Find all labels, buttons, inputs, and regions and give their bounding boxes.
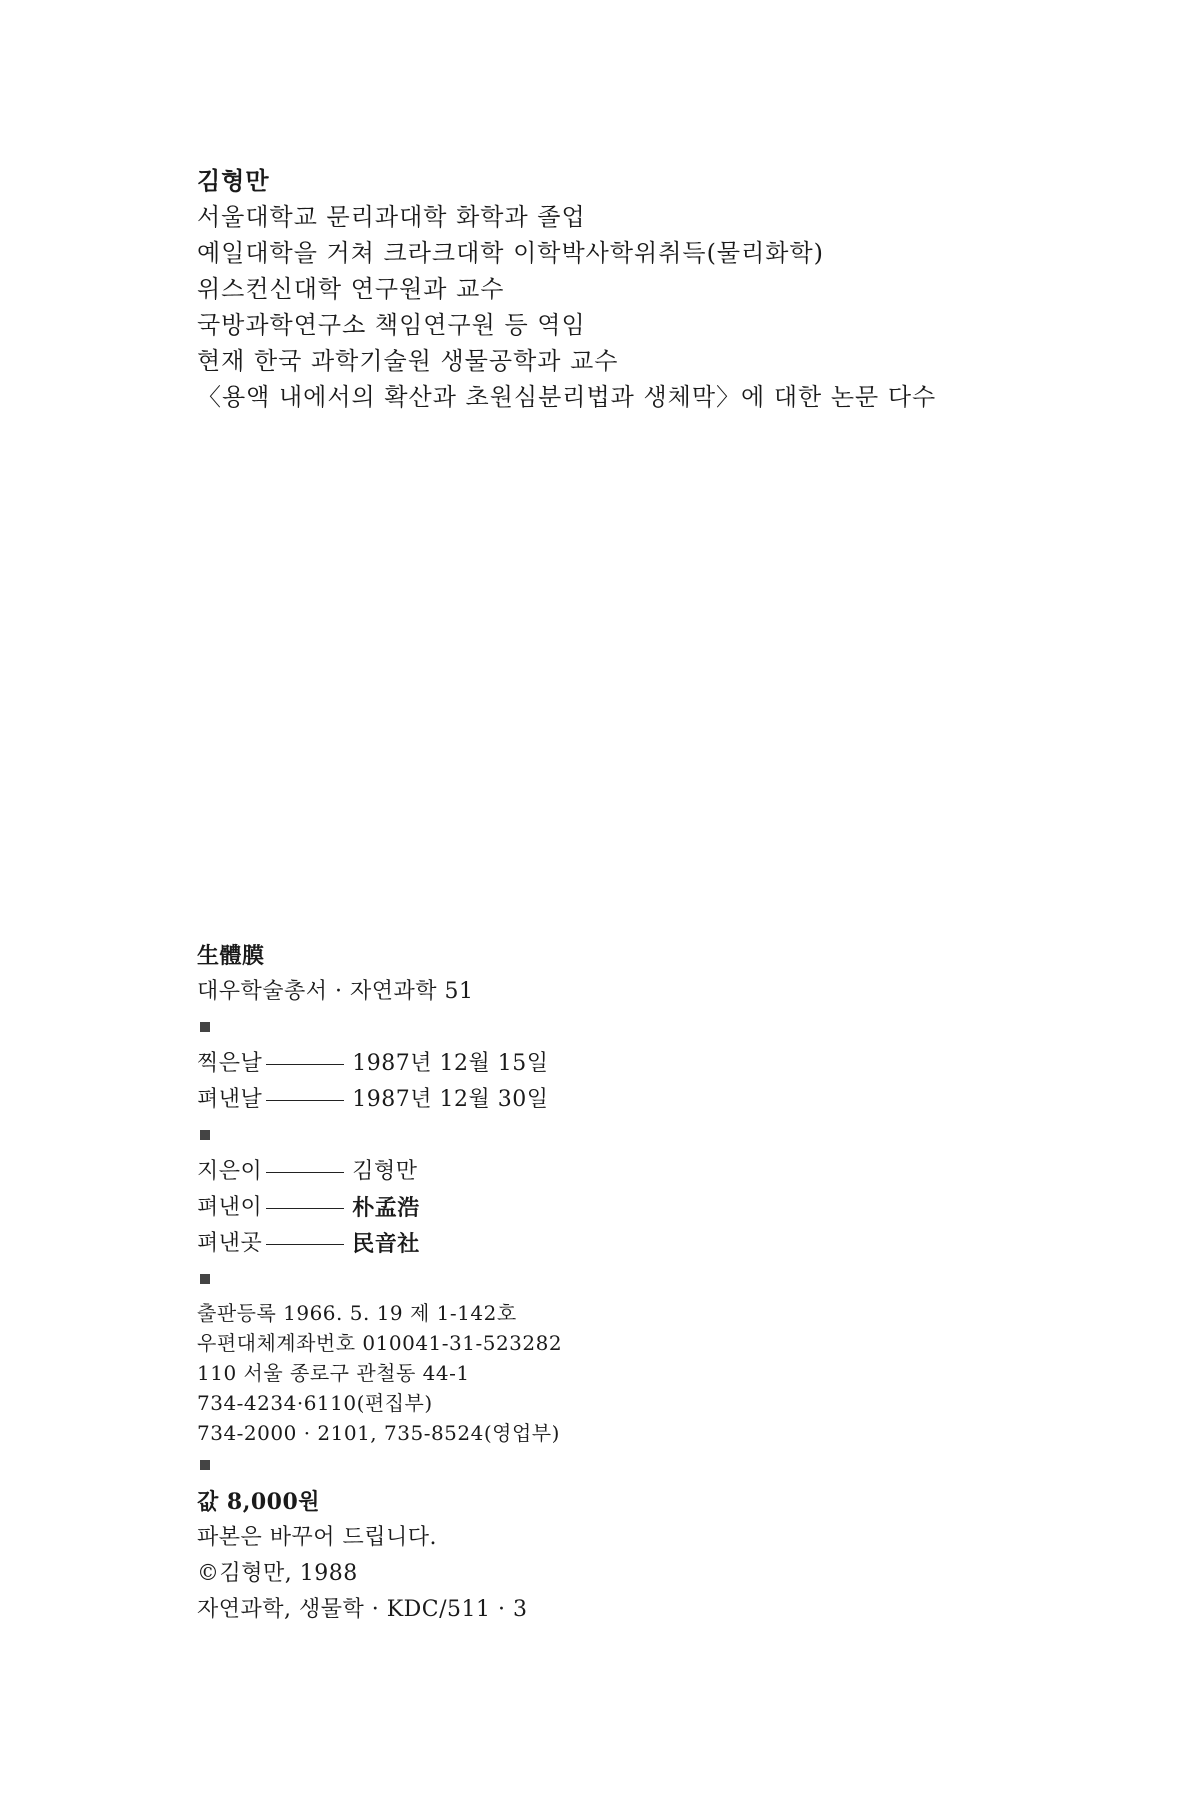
bio-line: 〈용액 내에서의 확산과 초원심분리법과 생체막〉에 대한 논문 다수 (197, 383, 937, 411)
leader-dash (266, 1244, 344, 1245)
replacement-notice: 파본은 바꾸어 드립니다. (197, 1525, 438, 1550)
printed-date-label: 찍은날 (197, 1051, 263, 1076)
press-value: 民音社 (352, 1231, 420, 1257)
author-biography (197, 163, 1097, 415)
phone-sales: 734-2000 · 2101, 735-8524(영업부) (197, 1421, 560, 1445)
postal-account: 우편대체계좌번호 010041-31-523282 (197, 1331, 563, 1355)
bio-line: 국방과학연구소 책임연구원 등 역임 (197, 311, 586, 339)
price: 값 8,000원 (197, 1489, 321, 1515)
bio-line: 현재 한국 과학기술원 생물공학과 교수 (197, 347, 619, 375)
publisher-label: 펴낸이 (197, 1195, 263, 1220)
square-bullet-icon (200, 1130, 210, 1140)
author-value: 김형만 (352, 1159, 418, 1184)
published-date-value: 1987년 12월 30일 (352, 1087, 549, 1112)
book-title: 生體膜 (197, 943, 265, 969)
printed-date-row (197, 1046, 897, 1082)
leader-dash (266, 1100, 344, 1101)
leader-dash (266, 1172, 344, 1173)
press-row (197, 1226, 897, 1262)
registration-info: 출판등록 1966. 5. 19 제 1-142호 (197, 1301, 517, 1325)
square-bullet-icon (200, 1460, 210, 1470)
author-label: 지은이 (197, 1159, 263, 1184)
phone-editorial: 734-4234·6110(편집부) (197, 1391, 433, 1415)
leader-dash (266, 1064, 344, 1065)
author-row (197, 1154, 897, 1190)
author-name: 김형만 (197, 166, 270, 195)
published-date-label: 펴낸날 (197, 1087, 263, 1112)
series-info: 대우학술총서 · 자연과학 51 (197, 979, 474, 1004)
leader-dash (266, 1208, 344, 1209)
colophon (197, 938, 897, 1628)
published-date-row (197, 1082, 897, 1118)
bio-line: 예일대학을 거쳐 크라크대학 이학박사학위취득(물리화학) (197, 239, 825, 267)
publisher-row (197, 1190, 897, 1226)
square-bullet-icon (200, 1274, 210, 1284)
classification: 자연과학, 생물학 · KDC/511 · 3 (197, 1597, 528, 1622)
copyright: ©김형만, 1988 (197, 1561, 358, 1586)
address: 110 서울 종로구 관철동 44-1 (197, 1361, 470, 1385)
square-bullet-icon (200, 1022, 210, 1032)
bio-line: 위스컨신대학 연구원과 교수 (197, 275, 505, 303)
publisher-value: 朴孟浩 (352, 1195, 420, 1221)
bio-line: 서울대학교 문리과대학 화학과 졸업 (197, 203, 586, 231)
press-label: 펴낸곳 (197, 1231, 263, 1256)
printed-date-value: 1987년 12월 15일 (352, 1051, 549, 1076)
